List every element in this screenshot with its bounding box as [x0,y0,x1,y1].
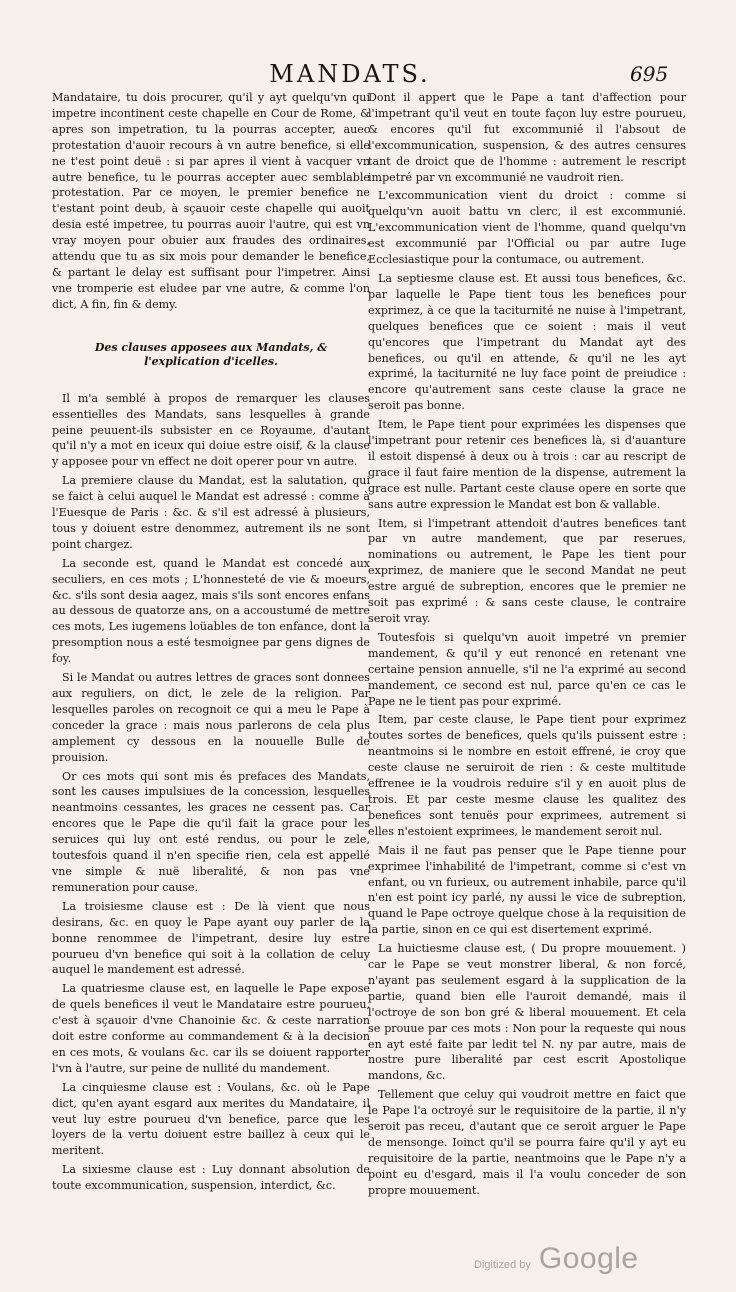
paragraph: La seconde est, quand le Mandat est concedé aux seculiers, en ces mots ; L'honnesteté de vie & moeurs, &c. s'ils sont desia aagez, mais s'ils sont encores enfans au dessous de quatorze ans, on a accoustumé de mettre ces mots, Les iugemens loüables de ton enfance, dont la presomption nous a esté tesmoignee par gens dignes de foy. [52,556,370,666]
google-logo: Google [538,1242,639,1275]
paragraph: La cinquiesme clause est : Voulans, &c. où le Pape dict, qu'en ayant esgard aux merites du Mandataire, il veut luy estre pourueu d'vn benefice, parce que les loyers de la vertu doiuent estre baillez à ceux qui le meritent. [52,1080,370,1158]
digitization-watermark [474,1242,639,1276]
paragraph: Il m'a semblé à propos de remarquer les clauses essentielles des Mandats, sans lesquelles à grande peine peuuent-ils subsister en ce Royaume, d'autant qu'il n'y a mot en iceux qui doiue estre oisif, & la clause y apposee pour vn effect ne doit operer pour vn autre. [52,391,370,469]
left-paragraphs-before [52,90,370,313]
paragraph: Item, par ceste clause, le Pape tient pour exprimez toutes sortes de benefices, quels qu'ils puissent estre : neantmoins si le nombre en estoit effrené, ie croy que ceste clause ne seruiroit de rien : & ceste multitude effrenee ie la voudrois reduire s'il y en auoit plus de trois. Et par ceste mesme clause les qualitez des benefices sont tenuës pour exprimees, autrement si elles n'estoient exprimees, le mandement seroit nul. [368,713,686,838]
right-paragraphs [368,90,686,1199]
paragraph: L'excommunication vient du droict : comme si quelqu'vn auoit battu vn clerc, il est excommunié. L'excommunication vient de l'homme, quand quelqu'vn est excommunié par l'Official ou par autre Iuge Ecclesiastique pour la contumace, ou autrement. [368,189,686,267]
paragraph: Mandataire, tu dois procurer, qu'il y ayt quelqu'vn qui impetre incontinent ceste chapelle en Cour de Rome, & apres son impetration, tu la pourras accepter, auec protestation d'auoir recours à vn autre benefice, si elle ne t'est point deuë : si par apres il vient à vacquer vn autre benefice, tu le pourras accepter auec semblable protestation. Par ce moyen, le premier benefice ne t'estant point deub, à sçauoir ceste chapelle qui auoit desia esté impetree, tu pourras auoir l'autre, qui est vn vray moyen pour obuier aux fraudes des ordinaires, attendu que tu as six mois pour demander le benefice, & partant le delay est suffisant pour l'impetrer. Ainsi vne tromperie est eludee par vne autre, & comme l'on dict, A fin, fin & demy. [52,91,370,311]
paragraph: La quatriesme clause est, en laquelle le Pape expose de quels benefices il veut le Mandataire estre pourueu, c'est à sçauoir d'vne Chanoinie &c. & ceste narration doit estre conforme au commandement & à la decision en ces mots, & voulans &c. car ils se doiuent rapporter l'vn à l'autre, sur peine de nullité du mandement. [52,982,370,1075]
paragraph: Si le Mandat ou autres lettres de graces sont donnees aux reguliers, on dict, le zele de la religion. Par lesquelles paroles on recognoit ce qui a meu le Pape à conceder la grace : mais nous parlerons de cela plus amplement cy dessous en la nouuelle Bulle de prouision. [52,671,370,764]
paragraph: Item, si l'impetrant attendoit d'autres benefices tant par vn autre mandement, que par reserues, nominations ou autrement, le Pape les tient pour exprimez, de maniere que le second Mandat ne peut estre argué de subreption, encores que le premier ne soit pas exprimé : & sans ceste clause, le contraire seroit vray. [368,516,686,625]
paragraph: La sixiesme clause est : Luy donnant absolution de toute excommunication, suspension, interdict, &c. [52,1163,370,1193]
paragraph: Dont il appert que le Pape a tant d'affection pour l'impetrant qu'il veut en toute façon luy estre pourueu, & encores qu'il fut excommunié il l'absout de l'excommunication, suspension, & des autres censures tant de droict que de l'homme : autrement le rescript impetré par vn excommunié ne vaudroit rien. [368,91,686,184]
paragraph: La huictiesme clause est, ( Du propre mouuement. ) car le Pape se veut monstrer liberal, & non forcé, n'ayant pas seulement esgard à la supplication de la partie, quand bien elle l'auroit demandé, mais il l'octroye de son bon gré & liberal mouuement. Et cela se prouue par ces mots : Non pour la requeste qui nous en ayt esté faite par ledit tel N. ny par autre, mais de nostre pure liberalité par cest escrit Apostolique mandons, &c. [368,942,686,1083]
left-column [52,90,370,1194]
paragraph: La premiere clause du Mandat, est la salutation, qui se faict à celui auquel le Mandat est adressé : comme à l'Euesque de Paris : &c. & s'il est adressé à plusieurs, tous y doiuent estre denommez, autrement ils ne sont point chargez. [52,474,370,551]
paragraph: Tellement que celuy qui voudroit mettre en faict que le Pape l'a octroyé sur le requisitoire de la partie, il n'y seroit pas receu, d'autant que ce seroit arguer le Pape de mensonge. Ioinct qu'il se pourra faire qu'il y ayt eu requisitoire de la partie, neantmoins que le Pape n'y a point eu d'esgard, mais il l'a voulu conceder de son propre mouuement. [368,1088,686,1197]
paragraph: Toutesfois si quelqu'vn auoit impetré vn premier mandement, & qu'il y eut renoncé en retenant vne certaine pension annuelle, s'il ne l'a exprimé au second mandement, ce second est nul, parce qu'en ce cas le Pape ne le tient pas pour exprimé. [368,630,686,708]
paragraph: La septiesme clause est. Et aussi tous benefices, &c. par laquelle le Pape tient tous les benefices pour exprimez, à ce que la taciturnité ne nuise à l'impetrant, quelques benefices que ce soient : mais il veut qu'encores que l'impetrant du Mandat ayt des benefices, ou qu'il en attende, & qu'il ne les ayt exprimé, la taciturnité ne luy face point de preiudice : encore qu'autrement sans ceste clause la grace ne seroit pas bonne. [368,271,686,413]
page-number: 695 [630,62,669,86]
paragraph: Mais il ne faut pas penser que le Pape tienne pour exprimee l'inhabilité de l'impetrant, comme si c'est vn enfant, ou vn furieux, ou autrement inhabile, parce qu'il n'en est point icy parlé, ny aussi le vice de subreption, quand le Pape octroye quelque chose à la requisition de la partie, sinon en ce qui est disertement exprimé. [368,843,686,937]
section-heading: Des clauses apposees aux Mandats, & l'explication d'icelles. [94,340,328,368]
paragraph: La troisiesme clause est : De là vient que nous desirans, &c. en quoy le Pape ayant ouy parler de la bonne renommee de l'impetrant, desire luy estre pourueu d'vn benefice qui soit à la collation de celuy auquel le mandement est adressé. [52,899,370,977]
paragraph: Item, le Pape tient pour exprimées les dispenses que l'impetrant pour retenir ces benefices là, si d'auanture il estoit dispensé à deux ou à trois : car au rescript de grace il faut faire mention de la dispense, autrement la grace est nulle. Partant ceste clause opere en sorte que sans autre expression le Mandat est bon & vallable. [368,418,686,511]
left-paragraphs-after [52,391,370,1194]
paragraph: Or ces mots qui sont mis és prefaces des Mandats, sont les causes impulsiues de la concession, lesquelles neantmoins cessantes, les graces ne cessent pas. Car encores que le Pape die qu'il fait la grace pour les seruices qui luy ont esté rendus, ou pour le zele, toutesfois quand il n'en specifie rien, cela est appellé vne simple & nuë liberalité, & non pas vne remuneration pour cause. [52,769,370,894]
digitized-by-label: Digitized by [474,1259,531,1271]
running-title: MANDATS. [269,60,431,88]
right-column [368,90,686,1199]
